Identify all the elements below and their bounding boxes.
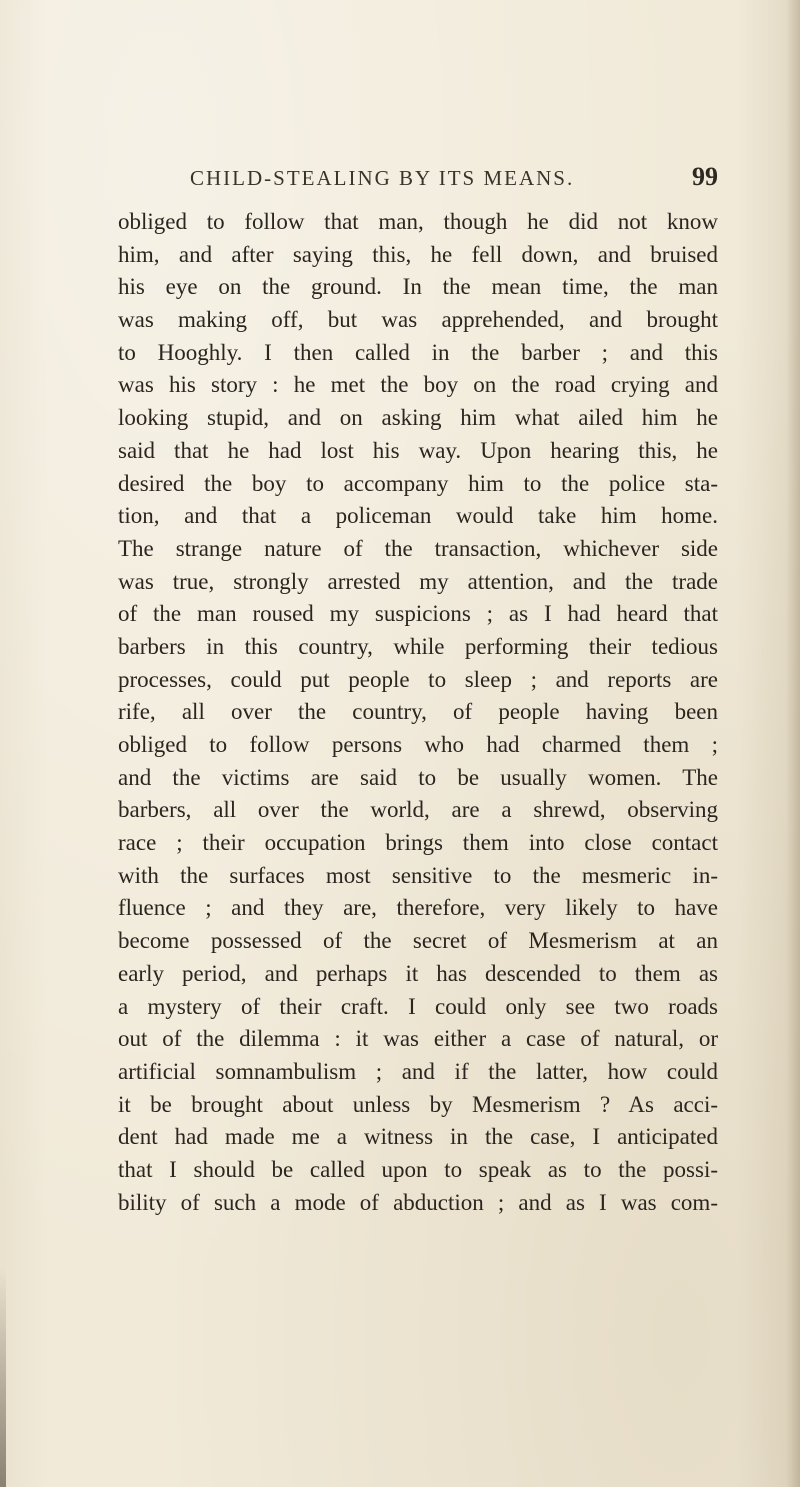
- text-line: it be brought about unless by Mesmerism ? As acci-: [118, 1091, 718, 1117]
- binding-edge-mark: [0, 1267, 6, 1487]
- running-head: [118, 162, 718, 198]
- text-line: early period, and perhaps it has descended to them as: [118, 960, 718, 986]
- text-line: The strange nature of the transaction, whichever side: [118, 535, 718, 561]
- page-edge-shadow: [786, 0, 800, 1487]
- text-line: that I should be called upon to speak as to the possi-: [118, 1156, 718, 1182]
- text-line: was true, strongly arrested my attention, and the trade: [118, 568, 718, 594]
- text-line: and the victims are said to be usually women. The: [118, 764, 718, 790]
- text-line: become possessed of the secret of Mesmerism at an: [118, 928, 718, 954]
- running-title: CHILD-STEALING BY ITS MEANS.: [190, 166, 575, 190]
- text-line: was making off, but was apprehended, and brought: [118, 307, 718, 333]
- text-line: looking stupid, and on asking him what ailed him he: [118, 405, 718, 431]
- text-line: barbers in this country, while performing their tedious: [118, 633, 718, 659]
- text-line: processes, could put people to sleep ; and reports are: [118, 666, 718, 692]
- text-line: artificial somnambulism ; and if the latter, how could: [118, 1058, 718, 1084]
- text-line: desired the boy to accompany him to the police sta-: [118, 470, 718, 496]
- page-number: 99: [692, 162, 718, 191]
- text-line: him, and after saying this, he fell down, and bruised: [118, 241, 718, 267]
- text-line: race ; their occupation brings them into close contact: [118, 830, 718, 856]
- text-line: to Hooghly. I then called in the barber ; and this: [118, 339, 718, 365]
- text-line: with the surfaces most sensitive to the mesmeric in-: [118, 862, 718, 888]
- text-line: said that he had lost his way. Upon hearing this, he: [118, 437, 718, 463]
- text-line: a mystery of their craft. I could only see two roads: [118, 993, 718, 1019]
- body-paragraph: [118, 206, 718, 1219]
- text-line: of the man roused my suspicions ; as I had heard that: [118, 601, 718, 627]
- text-line: dent had made me a witness in the case, I anticipated: [118, 1124, 718, 1150]
- text-line: was his story : he met the boy on the road crying and: [118, 372, 718, 398]
- text-line: obliged to follow persons who had charmed them ;: [118, 732, 718, 757]
- text-line: his eye on the ground. In the mean time, the man: [118, 274, 718, 300]
- text-line: tion, and that a policeman would take him home.: [118, 503, 718, 529]
- text-line: barbers, all over the world, are a shrewd, observing: [118, 797, 718, 823]
- text-line: bility of such a mode of abduction ; and as I was com-: [118, 1189, 718, 1215]
- text-line: fluence ; and they are, therefore, very likely to have: [118, 895, 718, 921]
- text-line: obliged to follow that man, though he did not know: [118, 209, 718, 234]
- text-line: rife, all over the country, of people having been: [118, 699, 718, 725]
- text-line: out of the dilemma : it was either a case of natural, or: [118, 1026, 718, 1052]
